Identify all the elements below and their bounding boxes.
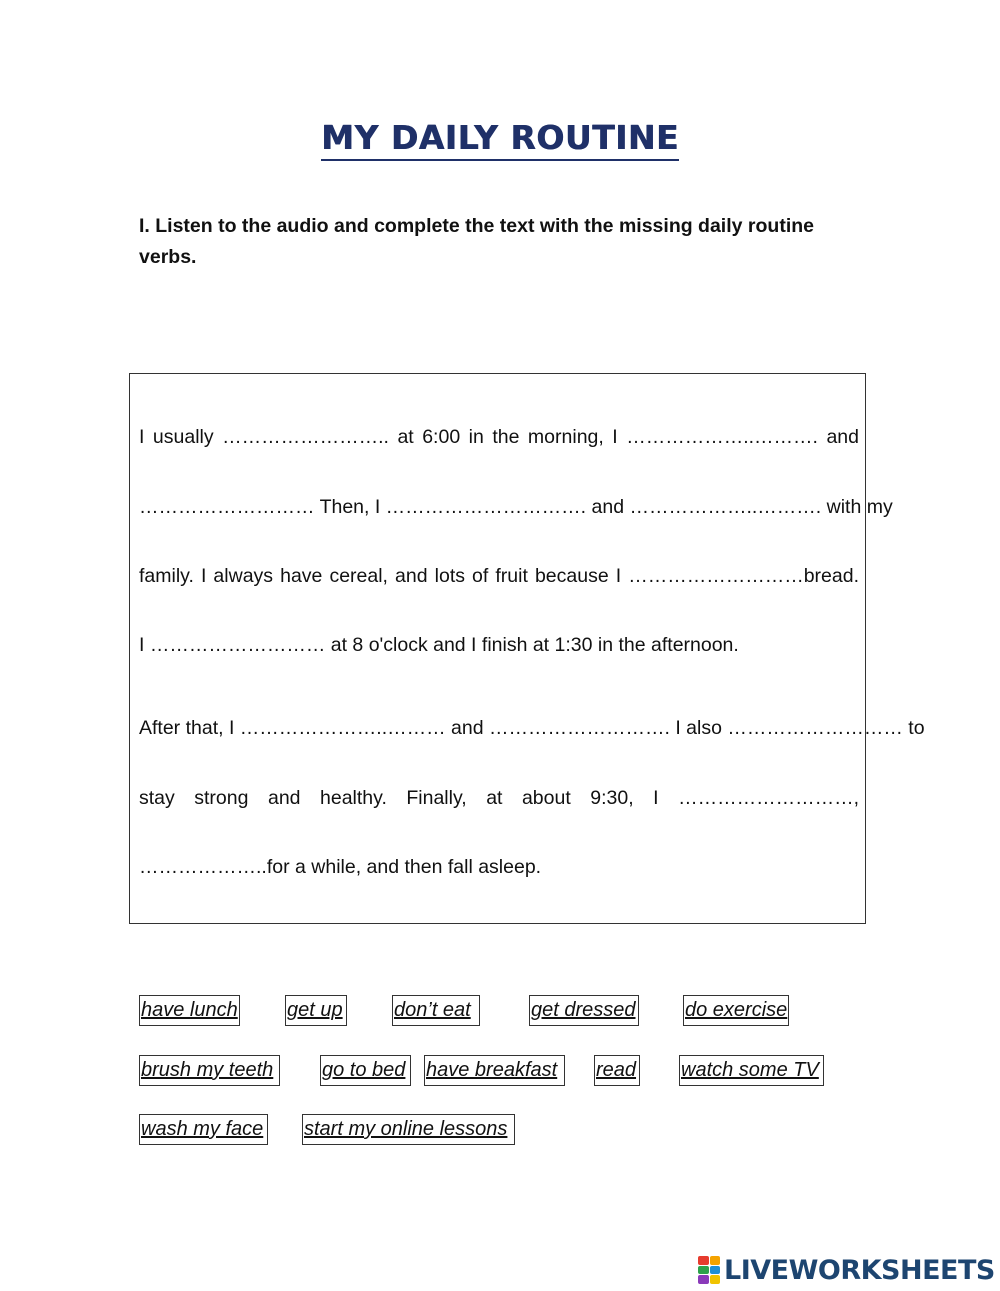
word-bank-item[interactable]: do exercise bbox=[683, 995, 789, 1026]
logo-block bbox=[698, 1256, 709, 1265]
logo-block bbox=[710, 1256, 721, 1265]
word-bank-item[interactable]: get up bbox=[285, 995, 347, 1026]
word-bank-item[interactable]: wash my face bbox=[139, 1114, 268, 1145]
word-bank-item[interactable]: brush my teeth bbox=[139, 1055, 280, 1086]
passage-box bbox=[129, 373, 925, 924]
liveworksheets-logo[interactable] bbox=[698, 1252, 995, 1288]
logo-block bbox=[710, 1275, 721, 1284]
worksheet-title: MY DAILY ROUTINE bbox=[321, 118, 679, 161]
passage-line: ………………..for a while, and then fall asleep. bbox=[139, 856, 542, 878]
logo-block bbox=[710, 1266, 721, 1275]
passage-line: After that, I …………………..……… and ………………………. I also ……………………… to bbox=[139, 717, 925, 739]
logo-block bbox=[698, 1266, 709, 1275]
passage-line: ……………………… Then, I …………………………. and ………………..………. with my bbox=[139, 496, 893, 518]
word-bank-item[interactable]: read bbox=[594, 1055, 640, 1086]
worksheet-title-container bbox=[0, 118, 1000, 161]
passage-line: I usually …………………….. at 6:00 in the morning, I ………………..………. and bbox=[139, 426, 859, 448]
logo-blocks-icon bbox=[698, 1256, 720, 1284]
word-bank-item[interactable]: start my online lessons bbox=[302, 1114, 515, 1145]
passage-line: stay strong and healthy. Finally, at about 9:30, I ………………………, bbox=[139, 787, 859, 809]
passage-line: family. I always have cereal, and lots of fruit because I ………………………bread. bbox=[139, 565, 859, 587]
word-bank-item[interactable]: watch some TV bbox=[679, 1055, 824, 1086]
word-bank-item[interactable]: have lunch bbox=[139, 995, 240, 1026]
logo-block bbox=[698, 1275, 709, 1284]
word-bank-item[interactable]: have breakfast bbox=[424, 1055, 565, 1086]
instructions: I. Listen to the audio and complete the text with the missing daily routine verbs. bbox=[139, 215, 814, 268]
logo-text: LIVEWORKSHEETS bbox=[724, 1254, 995, 1286]
word-bank-item[interactable]: don’t eat bbox=[392, 995, 480, 1026]
word-bank-item[interactable]: get dressed bbox=[529, 995, 639, 1026]
word-bank-item[interactable]: go to bed bbox=[320, 1055, 411, 1086]
passage-line: I ……………………… at 8 o'clock and I finish at 1:30 in the afternoon. bbox=[139, 634, 739, 656]
